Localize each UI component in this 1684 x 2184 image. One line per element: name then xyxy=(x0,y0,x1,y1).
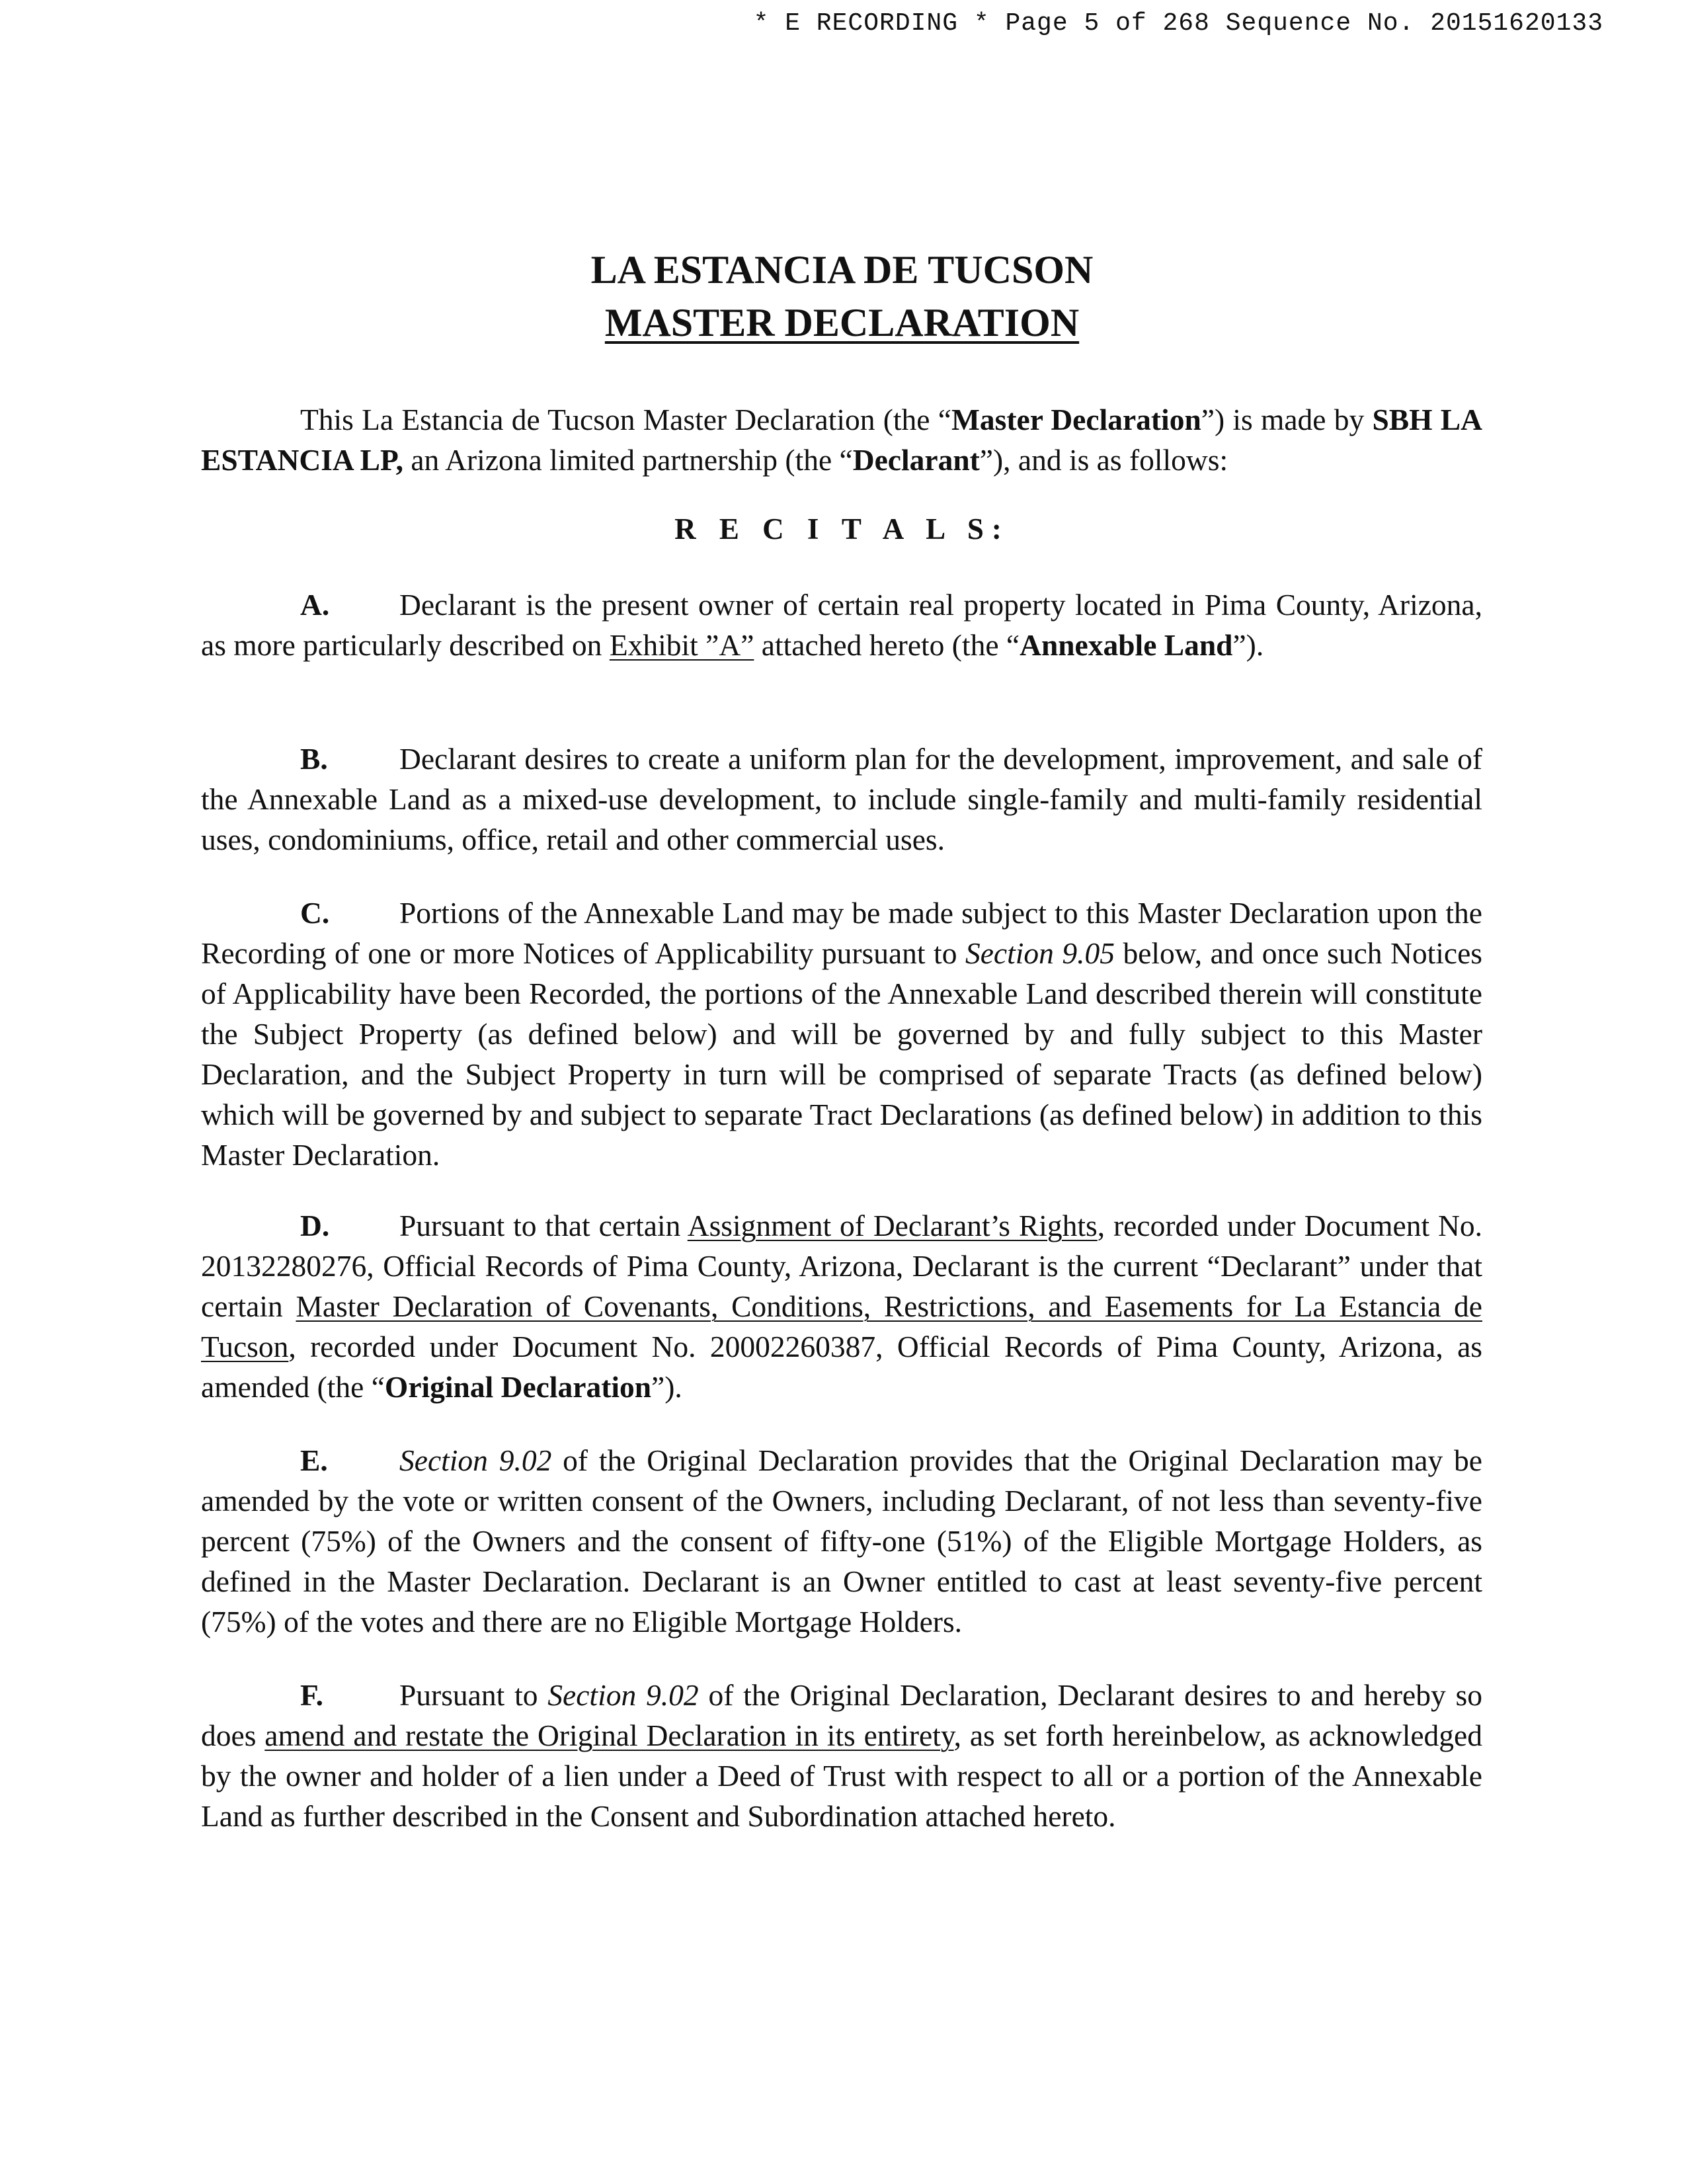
intro-text-1: This La Estancia de Tucson Master Declaration (the “ xyxy=(300,403,951,436)
recital-a-exhibit-ref: Exhibit ”A” xyxy=(609,628,754,662)
intro-declarant-name: SBH LA ESTANCIA LP, xyxy=(201,403,1482,477)
intro-declarant-term: Declarant xyxy=(852,443,980,477)
recitals-heading: R E C I T A L S: xyxy=(674,512,1010,546)
recital-d-master-declaration-ref: Master Declaration of Covenants, Conditions, Restrictions, and Easements for La Estancia de Tucson xyxy=(201,1289,1482,1363)
recital-f-text-2: of the Original Declaration, Declarant desires to and hereby so does xyxy=(201,1678,1482,1752)
intro-text-4: ”), and is as follows: xyxy=(979,443,1228,477)
recital-f-section-ref: Section 9.02 xyxy=(547,1678,699,1712)
recital-d-original-declaration-term: Original Declaration xyxy=(384,1370,652,1404)
recital-d-text-4: ”). xyxy=(651,1370,682,1404)
recital-f xyxy=(201,1675,1482,1836)
recital-c-section-ref: Section 9.05 xyxy=(965,936,1115,970)
title-line-1: LA ESTANCIA DE TUCSON xyxy=(590,248,1094,292)
recital-a-letter: A. xyxy=(300,588,330,622)
intro-master-declaration-term: Master Declaration xyxy=(951,403,1201,436)
recital-c-text-1: Portions of the Annexable Land may be made subject to this Master Declaration upon the Recording of one or more Notices of Applicability pursuant to xyxy=(201,896,1482,970)
recital-a xyxy=(201,585,1482,665)
recital-b-text: Declarant desires to create a uniform plan for the development, improvement, and sale of the Annexable Land as a mixed-use development, to include single-family and multi-family residential uses, condominiums, office, retail and other commercial uses. xyxy=(201,742,1482,856)
recital-e-text: of the Original Declaration provides that the Original Declaration may be amended by the vote or written consent of the Owners, including Declarant, of not less than seventy-five percent (75%) of the Owners and the consent of fifty-one (51%) of the Eligible Mortgage Holders, as defined in the Master Declaration. Declarant is an Owner entitled to cast at least seventy-five percent (75%) of the votes and there are no Eligible Mortgage Holders. xyxy=(201,1443,1482,1638)
recital-e xyxy=(201,1440,1482,1642)
recital-a-text-3: ”). xyxy=(1232,628,1264,662)
recital-f-text-3: , as set forth hereinbelow, as acknowledged by the owner and holder of a lien under a Deed of Trust with respect to all or a portion of the Annexable Land as further described in the Consent and Subordination attached hereto. xyxy=(201,1719,1482,1833)
intro-text-2: ”) is made by xyxy=(1201,403,1373,436)
recital-d-assignment-ref: Assignment of Declarant’s Rights xyxy=(687,1209,1098,1242)
recital-d-text-2: , recorded under Document No. 20132280276, Official Records of Pima County, Arizona, Declarant is the current “Declarant” under that certain xyxy=(201,1209,1482,1323)
recital-b-letter: B. xyxy=(300,742,328,776)
recital-a-annexable-land-term: Annexable Land xyxy=(1020,628,1233,662)
recital-c-letter: C. xyxy=(300,896,330,930)
recital-d-letter: D. xyxy=(300,1209,330,1242)
recital-b xyxy=(201,739,1482,860)
recital-c-text-2: below, and once such Notices of Applicability have been Recorded, the portions of the Annexable Land described therein will constitute the Subject Property (as defined below) and will be governed by and fully subject to this Master Declaration, and the Subject Property in turn will be comprised of separate Tracts (as defined below) which will be governed by and subject to separate Tract Declarations (as defined below) in addition to this Master Declaration. xyxy=(201,936,1482,1172)
intro-paragraph xyxy=(201,399,1482,480)
recital-c xyxy=(201,893,1482,1175)
recital-d-text-1: Pursuant to that certain xyxy=(399,1209,688,1242)
recital-e-section-ref: Section 9.02 xyxy=(399,1443,552,1477)
recital-f-amend-restate: amend and restate the Original Declaration in its entirety xyxy=(264,1719,954,1752)
recital-f-text-1: Pursuant to xyxy=(399,1678,548,1712)
recital-d-text-3: , recorded under Document No. 20002260387, Official Records of Pima County, Arizona, as amended (the “ xyxy=(201,1330,1482,1404)
recital-e-letter: E. xyxy=(300,1443,328,1477)
recital-d xyxy=(201,1205,1482,1407)
recital-a-text-1: Declarant is the present owner of certain real property located in Pima County, Arizona, as more particularly described on xyxy=(201,588,1482,662)
recording-header: * E RECORDING * Page 5 of 268 Sequence No. 20151620133 xyxy=(753,9,1603,38)
intro-text-3: an Arizona limited partnership (the “ xyxy=(403,443,853,477)
title-line-2: MASTER DECLARATION xyxy=(604,301,1080,344)
recital-f-letter: F. xyxy=(300,1678,323,1712)
recital-a-text-2: attached hereto (the “ xyxy=(754,628,1020,662)
document-title xyxy=(0,243,1684,349)
